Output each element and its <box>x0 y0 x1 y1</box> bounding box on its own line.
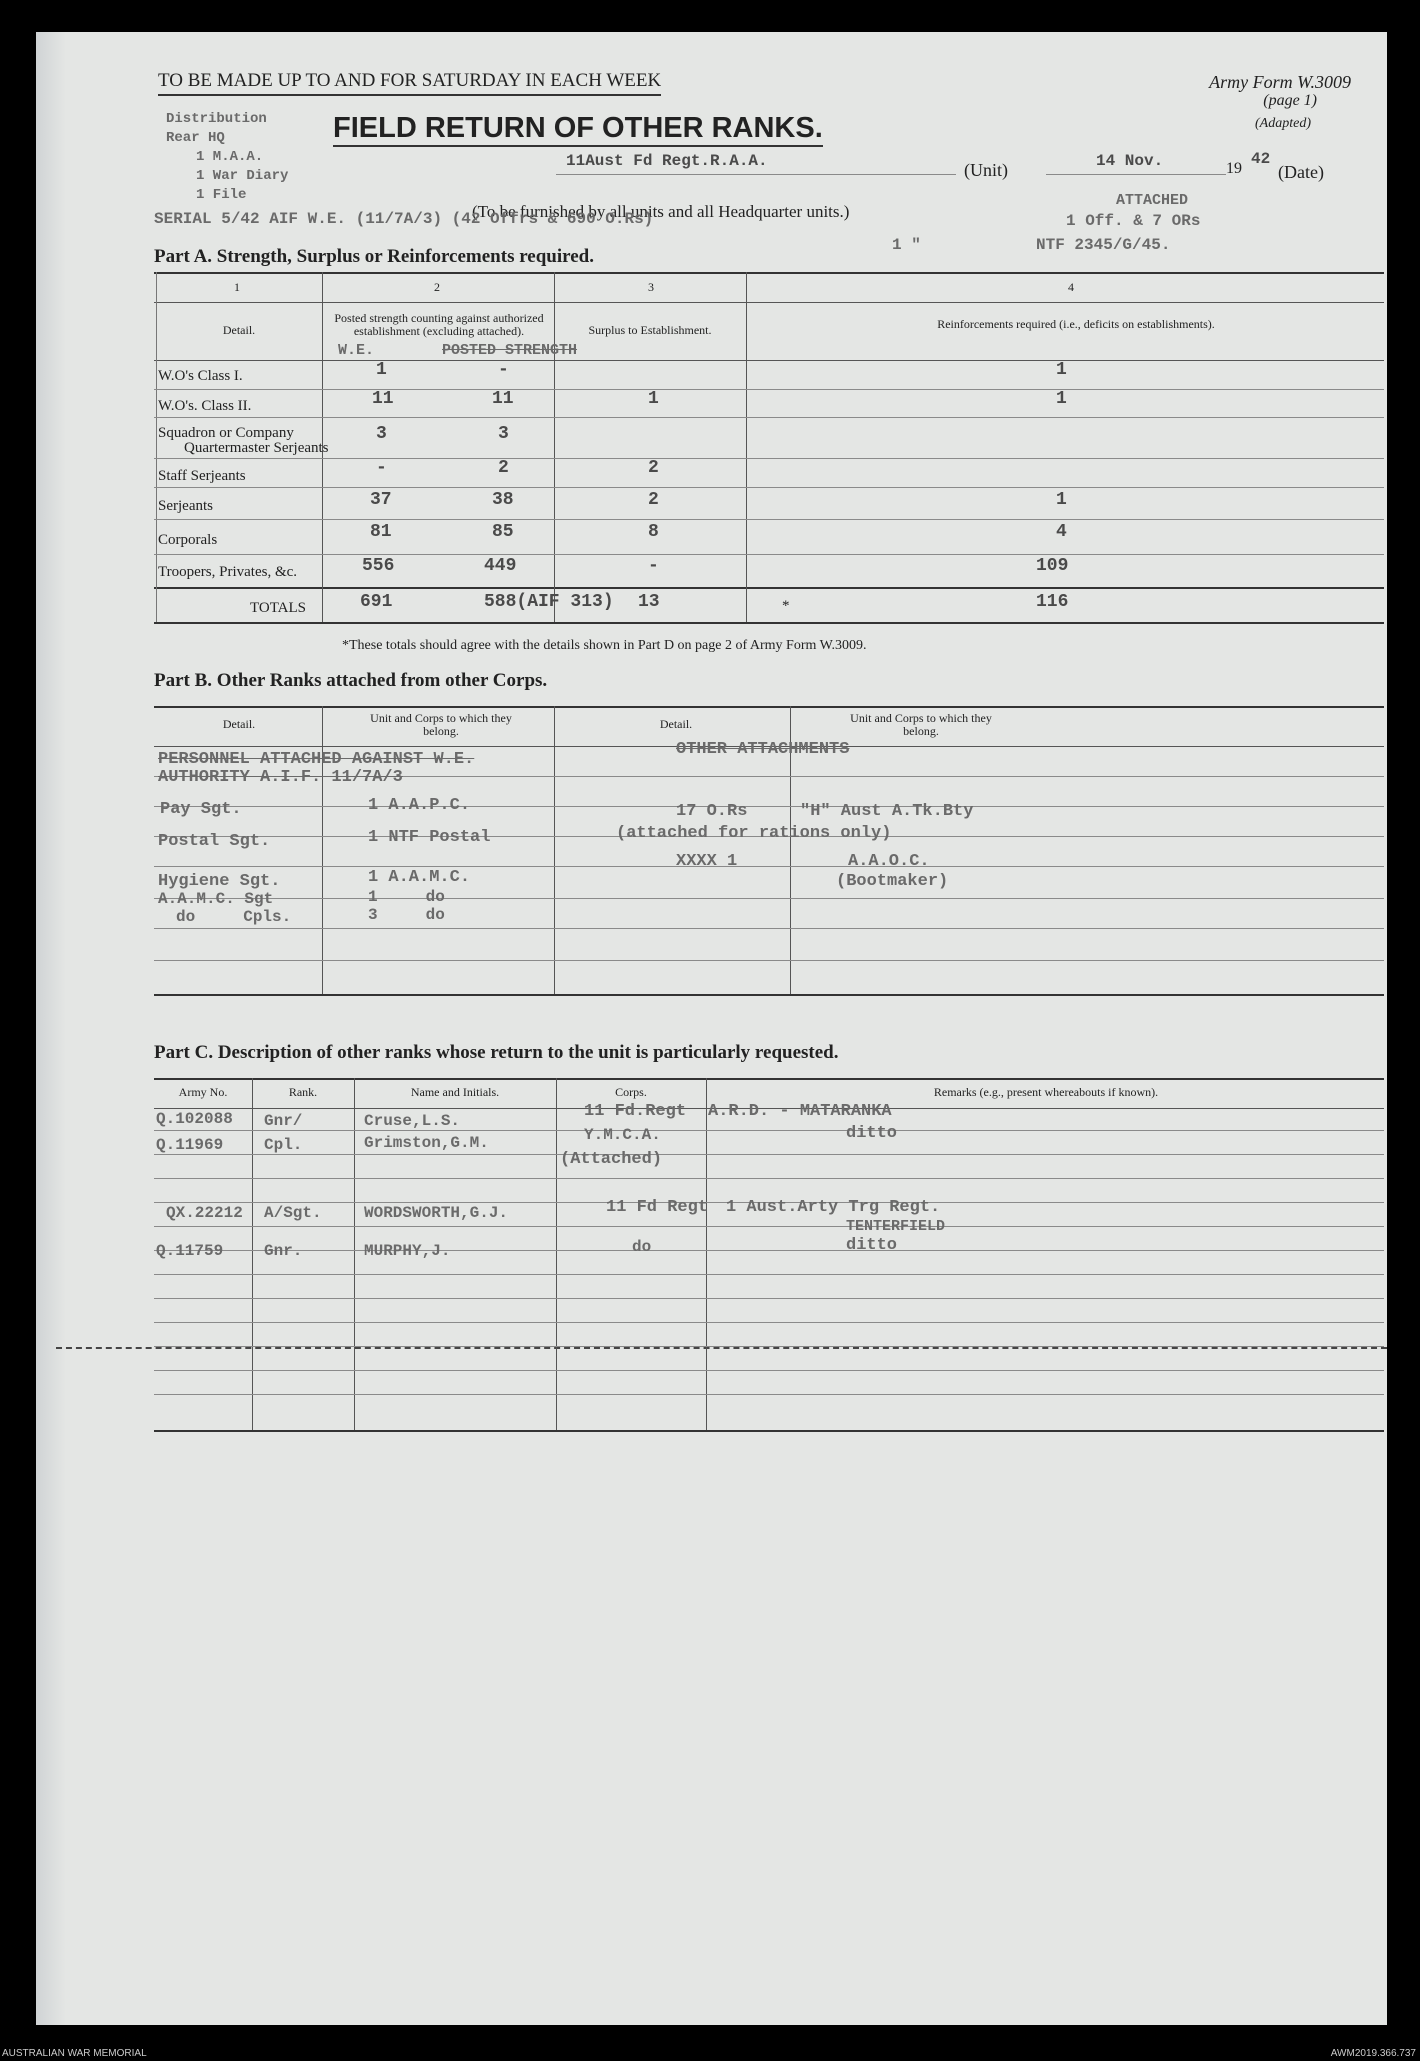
row-posted: 38 <box>492 490 514 510</box>
header-name: Name and Initials. <box>410 1085 500 1099</box>
part-b-unit: "H" Aust A.Tk.Bty <box>800 802 974 821</box>
row-reinf: 1 <box>1056 389 1067 409</box>
totals-star: * <box>782 598 790 614</box>
other-attachments-heading: OTHER ATTACHMENTS <box>676 740 850 759</box>
header-detail: Detail. <box>222 323 256 337</box>
attached-title: ATTACHED <box>1116 192 1189 209</box>
document-sheet <box>36 32 1387 2025</box>
date-value: 14 Nov. <box>1096 152 1164 170</box>
header-army-no: Army No. <box>178 1085 228 1099</box>
header-remarks: Remarks (e.g., present whereabouts if known). <box>933 1085 1159 1099</box>
attached-line2a: 1 " <box>892 236 921 254</box>
part-b-detail: (attached for rations only) <box>616 824 892 843</box>
header-detail: Detail. <box>659 717 693 731</box>
part-c-rank: Cpl. <box>264 1136 303 1154</box>
part-b-unit: 1 NTF Postal <box>368 828 491 847</box>
col-number: 1 <box>234 280 240 294</box>
header-unit: Unit and Corps to which they belong. <box>370 711 512 738</box>
part-b-unit: 3 do <box>368 906 445 924</box>
part-b-unit: 1 A.A.P.C. <box>368 796 471 815</box>
part-b-detail: XXXX 1 <box>676 852 738 871</box>
part-b-detail: 17 O.Rs <box>676 802 748 821</box>
date-label: (Date) <box>1278 162 1324 182</box>
year-prefix: 19 <box>1226 160 1242 177</box>
row-surplus: 2 <box>648 490 659 510</box>
row-surplus: - <box>648 556 659 576</box>
part-c-corps: do <box>632 1238 652 1256</box>
part-c-rank: Gnr/ <box>264 1112 303 1130</box>
footer-right: AWM2019.366.737 <box>1330 2048 1416 2059</box>
part-c-title: Part C. Description of other ranks whose return to the unit is particularly requested. <box>154 1042 839 1063</box>
adapted-note: (Adapted) <box>1255 116 1311 131</box>
part-c-name: Grimston,G.M. <box>364 1134 489 1152</box>
part-b-detail: Postal Sgt. <box>158 832 271 851</box>
header-detail: Detail. <box>222 717 256 731</box>
year-value: 42 <box>1251 150 1271 168</box>
row-we: 11 <box>372 389 394 409</box>
part-c-corps: 11 Fd.Regt <box>584 1102 687 1121</box>
form-page: (page 1) <box>1263 92 1317 109</box>
header-corps: Corps. <box>615 1085 647 1099</box>
totals-label: TOTALS <box>250 600 307 616</box>
row-reinf: 109 <box>1036 556 1069 576</box>
totals-posted: 588(AIF 313) <box>484 592 614 612</box>
row-we: 3 <box>376 424 387 444</box>
distribution-line: Distribution <box>166 111 267 127</box>
row-surplus: 2 <box>648 458 659 478</box>
part-c-remarks: TENTERFIELD <box>846 1218 946 1235</box>
part-c-remarks: 1 Aust.Arty Trg Regt. <box>726 1198 941 1217</box>
row-posted: 11 <box>492 389 514 409</box>
unit-value: 11Aust Fd Regt.R.A.A. <box>566 152 768 170</box>
part-c-army-no: Q.102088 <box>156 1110 233 1128</box>
footer-left: AUSTRALIAN WAR MEMORIAL <box>2 2048 147 2059</box>
row-reinf: 1 <box>1056 360 1067 380</box>
row-surplus: 1 <box>648 389 659 409</box>
part-c-corps: 11 Fd Regt <box>606 1198 709 1217</box>
part-c-remarks: A.R.D. - MATARANKA <box>708 1102 892 1121</box>
furnished-note: (To be furnished by all units and all Headquarter units.) <box>472 202 850 221</box>
part-b-detail: A.A.M.C. Sgt <box>158 890 274 908</box>
totals-reinf: 116 <box>1036 592 1069 612</box>
header-reinforcements: Reinforcements required (i.e., deficits on establishments). <box>937 317 1215 331</box>
row-detail: W.O's Class I. <box>158 368 243 384</box>
part-b-title: Part B. Other Ranks attached from other Corps. <box>154 670 548 691</box>
part-c-rank: A/Sgt. <box>264 1204 322 1222</box>
row-detail-2: Quartermaster Serjeants <box>184 440 329 456</box>
row-we: - <box>376 458 387 478</box>
header-rank: Rank. <box>288 1085 318 1099</box>
row-posted: 2 <box>498 458 509 478</box>
row-surplus: 8 <box>648 522 659 542</box>
row-detail: Staff Serjeants <box>158 468 246 484</box>
page-title: FIELD RETURN OF OTHER RANKS. <box>333 112 823 147</box>
part-c-remarks: ditto <box>846 1236 898 1255</box>
row-we: 37 <box>370 490 392 510</box>
distribution-line: 1 File <box>196 187 247 203</box>
row-detail: Corporals <box>158 532 218 548</box>
distribution-line: Rear HQ <box>166 130 225 146</box>
row-posted: 85 <box>492 522 514 542</box>
typed-posted-header: POSTED STRENGTH <box>442 342 578 359</box>
col-number: 2 <box>434 280 440 294</box>
row-detail: W.O's. Class II. <box>158 398 252 414</box>
part-b-detail: Pay Sgt. <box>160 800 242 819</box>
part-c-army-no: Q.11759 <box>156 1242 224 1260</box>
row-we: 1 <box>376 360 387 380</box>
row-posted: - <box>498 360 509 380</box>
part-c-name: MURPHY,J. <box>364 1242 451 1260</box>
row-posted: 449 <box>484 556 517 576</box>
part-b-unit: A.A.O.C. <box>848 852 930 871</box>
col-number: 3 <box>648 280 654 294</box>
attached-line2b: NTF 2345/G/45. <box>1036 236 1171 254</box>
header-surplus: Surplus to Establishment. <box>588 323 712 337</box>
row-reinf: 4 <box>1056 522 1067 542</box>
part-b-detail: do Cpls. <box>176 908 292 926</box>
typed-we-header: W.E. <box>338 342 375 359</box>
totals-we: 691 <box>360 592 393 612</box>
part-a-note: *These totals should agree with the details shown in Part D on page 2 of Army Form W.3009. <box>342 638 867 653</box>
attached-heading: PERSONNEL ATTACHED AGAINST W.E. <box>158 750 475 769</box>
serial-line: SERIAL 5/42 AIF W.E. (11/7A/3) (42 Offrs & 690 O.Rs) <box>154 210 654 228</box>
row-posted: 3 <box>498 424 509 444</box>
header-posted: Posted strength counting against authorized establishment (excluding attached). <box>334 311 544 338</box>
row-we: 81 <box>370 522 392 542</box>
part-c-name: Cruse,L.S. <box>364 1112 461 1130</box>
attached-authority: AUTHORITY A.I.F. 11/7A/3 <box>158 768 403 787</box>
part-b-unit: 1 A.A.M.C. <box>368 868 471 887</box>
part-b-detail: Hygiene Sgt. <box>158 872 281 891</box>
header-unit: Unit and Corps to which they belong. <box>850 711 992 738</box>
part-c-army-no: Q.11969 <box>156 1136 224 1154</box>
instruction-line: TO BE MADE UP TO AND FOR SATURDAY IN EACH WEEK <box>158 70 661 96</box>
part-b-unit: 1 do <box>368 888 445 906</box>
col-number: 4 <box>1068 280 1074 294</box>
row-detail: Serjeants <box>158 498 213 514</box>
part-a-title: Part A. Strength, Surplus or Reinforcements required. <box>154 246 594 267</box>
row-we: 556 <box>362 556 395 576</box>
part-c-rank: Gnr. <box>264 1242 303 1260</box>
row-reinf: 1 <box>1056 490 1067 510</box>
part-c-corps: Y.M.C.A. <box>584 1126 661 1144</box>
part-c-name: WORDSWORTH,G.J. <box>364 1204 509 1222</box>
part-c-corps: (Attached) <box>560 1150 663 1169</box>
perforation-line <box>56 1347 1387 1349</box>
totals-surplus: 13 <box>638 592 660 612</box>
unit-label: (Unit) <box>964 160 1008 180</box>
part-c-remarks: ditto <box>846 1124 898 1143</box>
row-detail: Troopers, Privates, &c. <box>158 564 298 580</box>
form-id: Army Form W.3009 <box>1209 72 1351 92</box>
row-detail: Squadron or Company <box>158 425 294 441</box>
distribution-line: 1 War Diary <box>196 168 289 184</box>
distribution-line: 1 M.A.A. <box>196 149 264 165</box>
part-b-unit: (Bootmaker) <box>836 872 949 891</box>
attached-line1: 1 Off. & 7 ORs <box>1066 212 1201 230</box>
part-c-army-no: QX.22212 <box>166 1204 243 1222</box>
